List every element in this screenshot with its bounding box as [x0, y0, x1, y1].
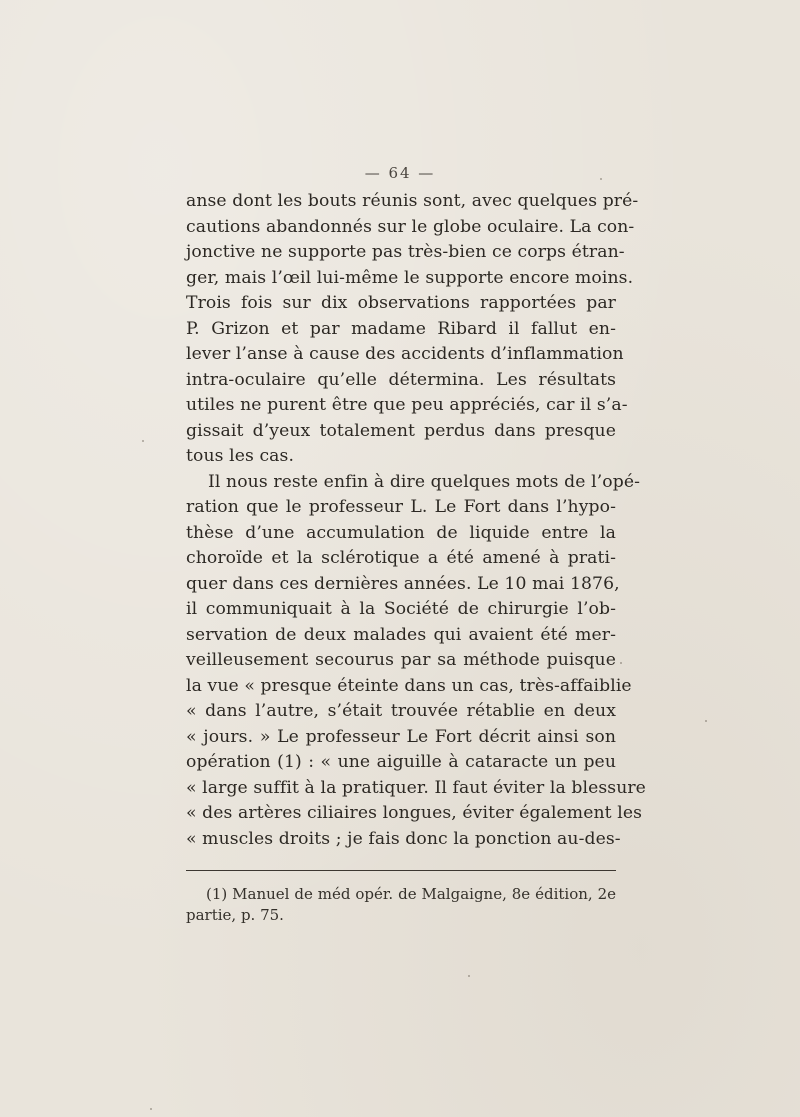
body-line: intra-oculaire qu’elle détermina. Les résultats: [186, 369, 616, 390]
page-number: — 64 —: [364, 164, 436, 182]
paper-speck: [468, 975, 470, 977]
body-line: « jours. » Le professeur Le Fort décrit ainsi son: [186, 726, 616, 747]
body-line: veilleusement secourus par sa méthode puisque: [186, 650, 616, 670]
body-line: Trois fois sur dix observations rapportées par: [186, 293, 616, 313]
body-line: gissait d’yeux totalement perdus dans presque: [186, 420, 616, 441]
body-line: ration que le professeur L. Le Fort dans l’hypo-: [186, 497, 616, 517]
body-line: opération (1) : « une aiguille à cataracte un peu: [186, 752, 616, 772]
paper-speck: [600, 178, 602, 180]
body-line: il communiquait à la Société de chirurgie l’ob-: [186, 599, 616, 619]
body-line: jonctive ne supporte pas très-bien ce corps étran-: [186, 242, 625, 262]
body-line: « large suffit à la pratiquer. Il faut éviter la blessure: [186, 777, 646, 798]
footnote-divider: [186, 870, 616, 871]
footnote-line: partie, p. 75.: [186, 906, 284, 924]
body-line: P. Grizon et par madame Ribard il fallut en-: [186, 318, 616, 339]
body-line: anse dont les bouts réunis sont, avec quelques pré-: [186, 191, 639, 211]
body-line: « dans l’autre, s’était trouvée rétablie en deux: [186, 701, 616, 721]
body-text: [186, 189, 646, 852]
paper-speck: [620, 662, 622, 664]
paper-speck: [705, 720, 707, 722]
body-line: thèse d’une accumulation de liquide entre la: [186, 522, 616, 543]
body-line: « muscles droits ; je fais donc la ponction au-des-: [186, 828, 621, 849]
body-line: cautions abandonnés sur le globe oculaire. La con-: [186, 216, 635, 237]
body-line: ger, mais l’œil lui-même le supporte encore moins.: [186, 267, 634, 288]
body-line: servation de deux malades qui avaient été mer-: [186, 624, 616, 645]
paper-speck: [150, 1108, 152, 1110]
body-line: utiles ne purent être que peu appréciés, car il s’a-: [186, 395, 628, 415]
body-line: Il nous reste enfin à dire quelques mots de l’opé-: [208, 471, 640, 492]
body-line: quer dans ces dernières années. Le 10 mai 1876,: [186, 573, 620, 594]
body-line: lever l’anse à cause des accidents d’inflammation: [186, 344, 624, 364]
paper-speck: [142, 440, 144, 442]
body-line: la vue « presque éteinte dans un cas, très-affaiblie: [186, 675, 632, 696]
footnote-line: (1) Manuel de méd opér. de Malgaigne, 8e édition, 2e: [206, 885, 616, 903]
body-line: tous les cas.: [186, 446, 295, 466]
footnote: [186, 884, 616, 926]
body-line: choroïde et la sclérotique a été amené à prati-: [186, 548, 616, 568]
body-line: « des artères ciliaires longues, éviter également les: [186, 803, 643, 823]
